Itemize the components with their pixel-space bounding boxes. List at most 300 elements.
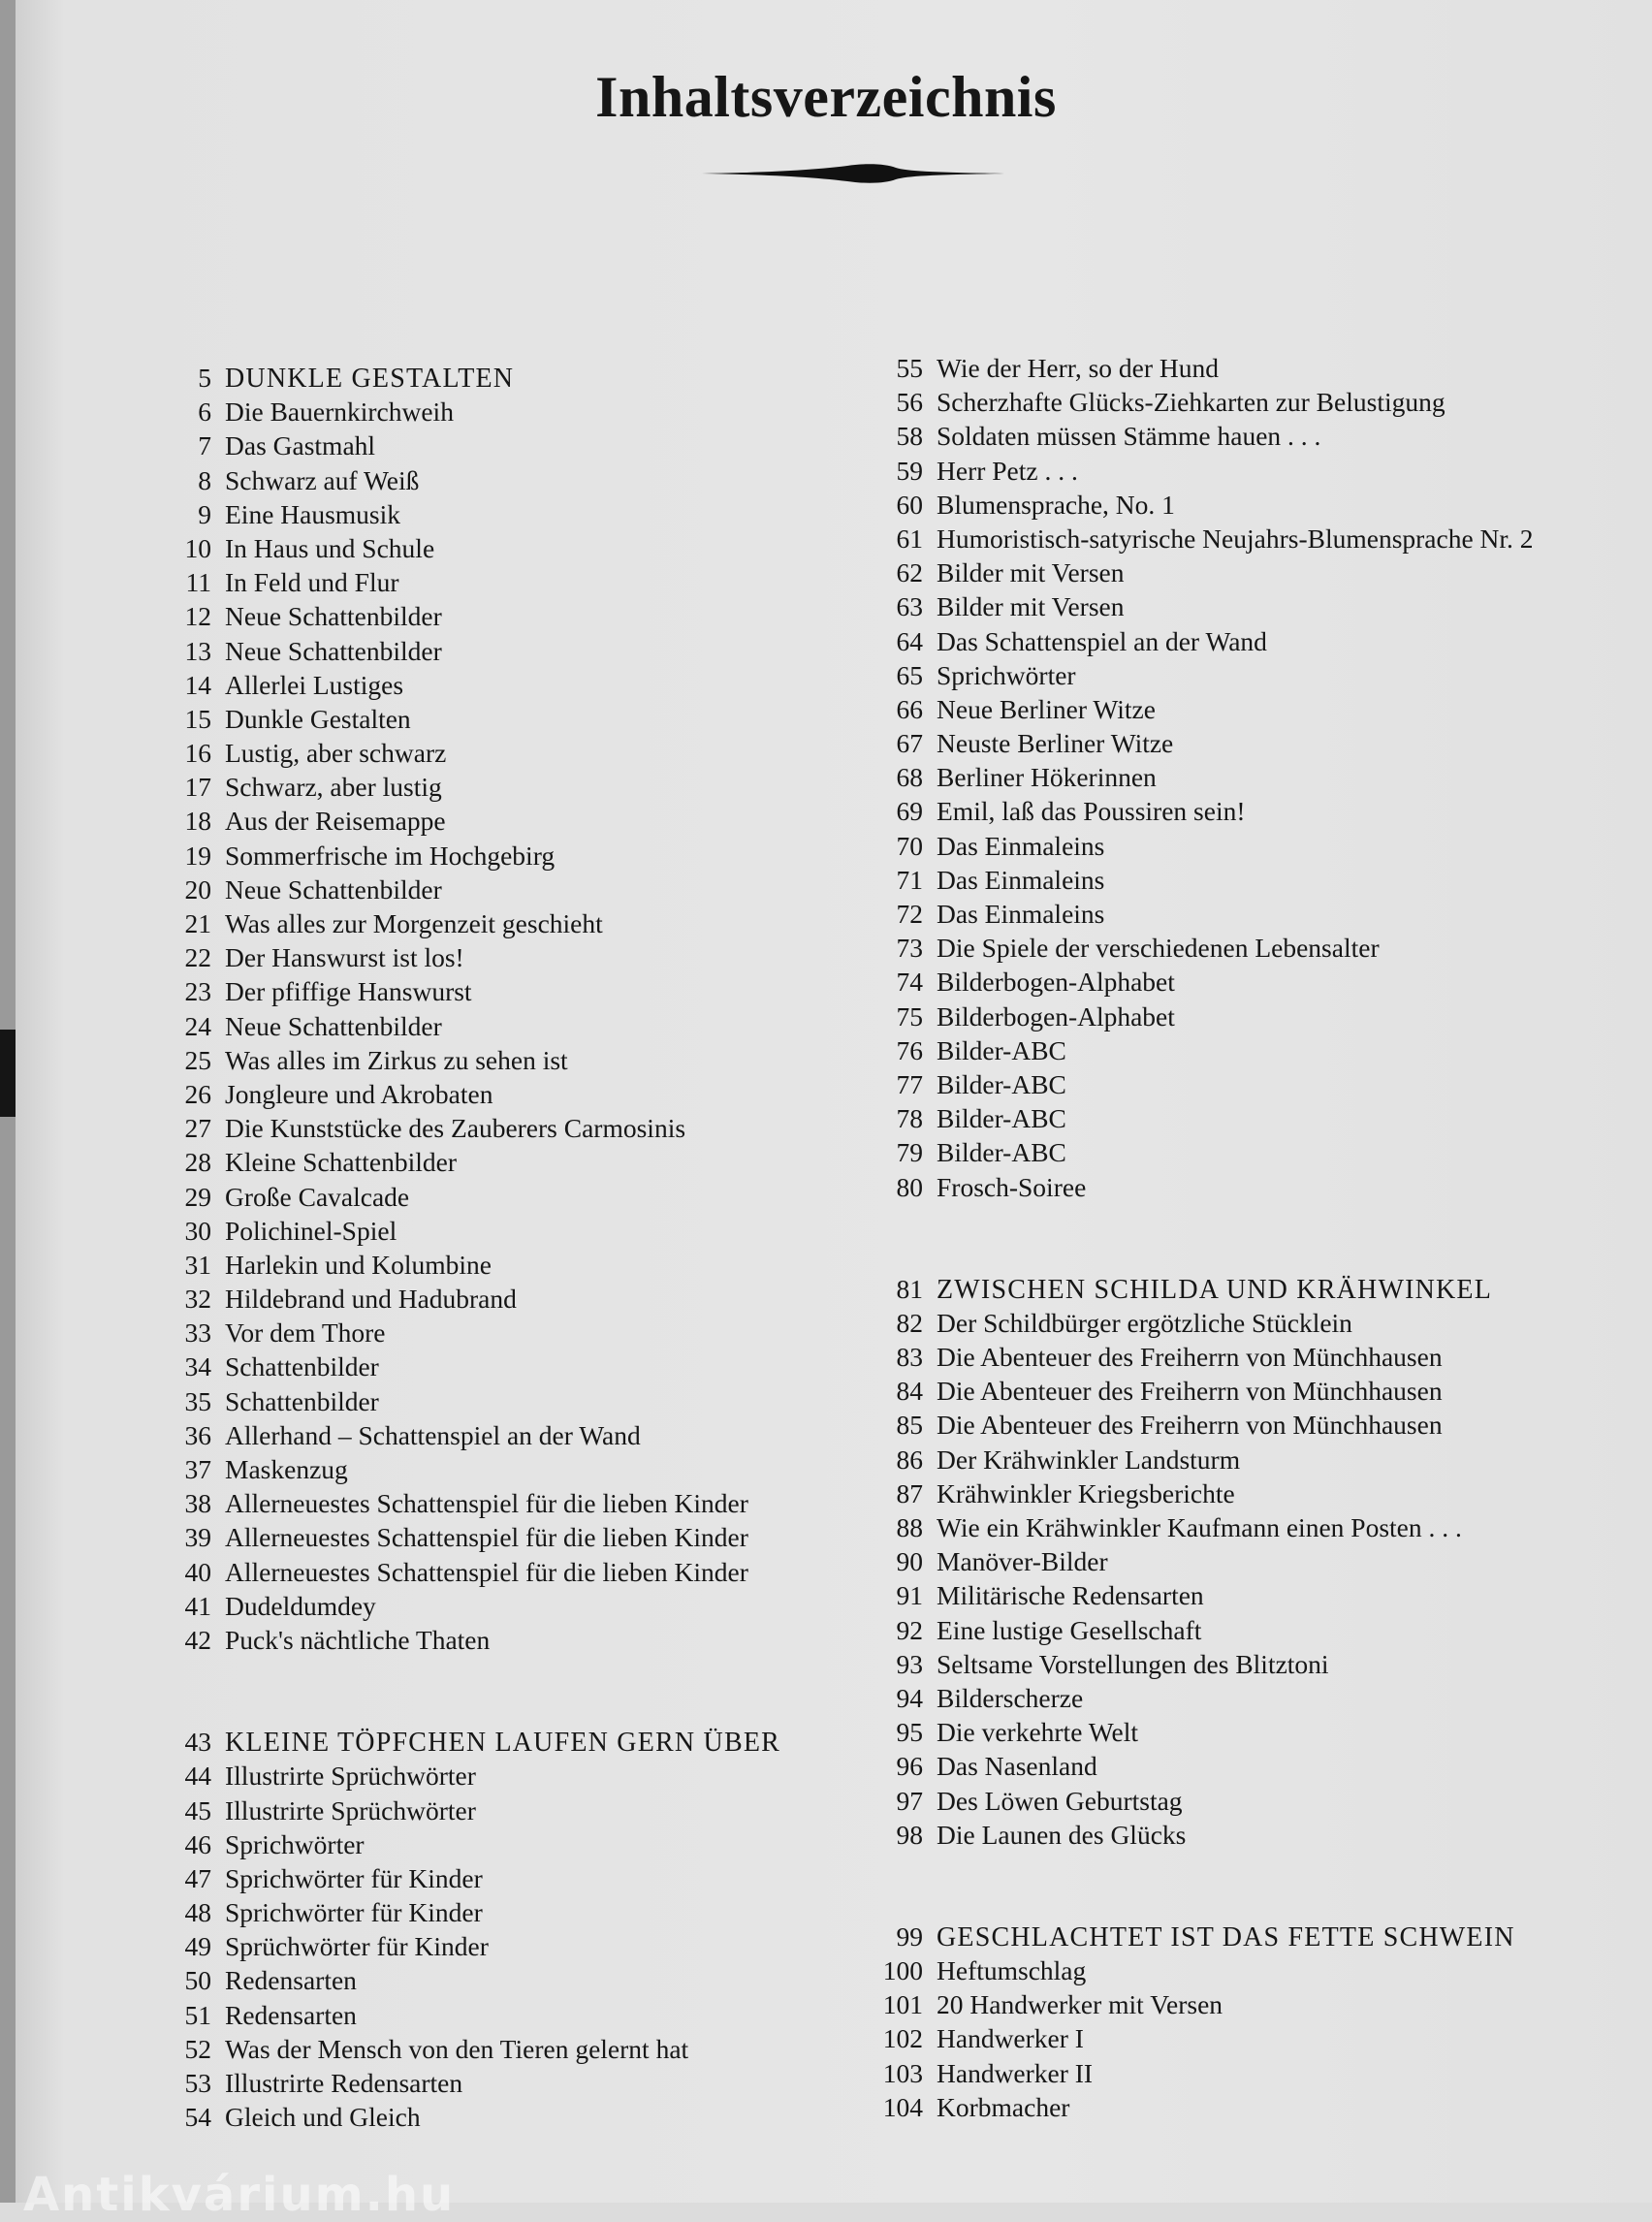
page-number: 66 [896,693,923,724]
page-number: 40 [184,1556,211,1587]
page-number: 91 [896,1580,923,1611]
toc-entry [853,1340,1534,1374]
toc-entry [853,1818,1534,1852]
page-number: 16 [184,738,211,769]
page-number: 55 [896,353,923,383]
toc-entry [853,454,1534,488]
page-number: 69 [896,796,923,827]
page-number: 34 [184,1351,211,1382]
toc-entry [853,726,1534,760]
page-number: 8 [198,464,211,495]
page-number: 76 [896,1034,923,1065]
page-number: 26 [184,1078,211,1109]
page-number: 60 [896,489,923,520]
toc-entry [126,770,780,804]
page-number: 64 [896,625,923,656]
entry-title: Redensarten [225,1999,357,2030]
entry-title: Handwerker I [937,2023,1084,2054]
page-number: 22 [184,942,211,973]
entry-title: Allerneuestes Schattenspiel für die lieben Kinder [225,1522,748,1553]
toc-entry [853,692,1534,726]
toc-entry [126,839,780,873]
entry-title: Illustrirte Sprüchwörter [225,1761,476,1792]
toc-entry [126,940,780,974]
toc-entry [853,1476,1534,1510]
entry-title: Handwerker II [937,2057,1094,2088]
toc-entry [853,419,1534,453]
entry-title: Der pfiffige Hanswurst [225,976,472,1007]
toc-entry [126,634,780,668]
entry-title: Was der Mensch von den Tieren gelernt hat [225,2033,689,2064]
toc-entry [126,1316,780,1349]
page-number: 103 [882,2057,923,2088]
entry-title: Bilder-ABC [937,1034,1066,1065]
toc-entry [853,1510,1534,1544]
toc-entry [853,1101,1534,1135]
page-number: 14 [184,669,211,700]
entry-title: Allerlei Lustiges [225,669,404,700]
toc-entry [126,1827,780,1861]
toc-entry [853,1953,1534,1987]
entry-title: Eine Hausmusik [225,498,401,529]
page-number: 85 [896,1410,923,1441]
entry-title: Manöver-Bilder [937,1546,1108,1577]
entry-title: Harlekin und Kolumbine [225,1249,492,1280]
page-number: 74 [896,967,923,998]
page-number: 52 [184,2033,211,2064]
page-number: 10 [184,532,211,563]
watermark: Antikvárium.hu [23,2168,456,2222]
toc-entry [853,897,1534,931]
entry-title: Das Nasenland [937,1751,1097,1782]
toc-entry [853,1443,1534,1476]
page-number: 79 [896,1137,923,1168]
entry-title: Sprüchwörter für Kinder [225,1931,489,1962]
section-heading [126,1725,780,1759]
toc-entry [853,931,1534,965]
page-number: 96 [896,1751,923,1782]
page-number: 33 [184,1317,211,1349]
toc-entry [126,2066,780,2100]
toc-entry [853,1306,1534,1340]
section-spacer [853,1852,1534,1920]
entry-title: Bilder-ABC [937,1137,1066,1168]
page-number: 93 [896,1648,923,1679]
toc-entry [126,1214,780,1248]
entry-title: Wie der Herr, so der Hund [937,353,1220,383]
entry-title: Neuste Berliner Witze [937,728,1174,759]
toc-entry [126,1282,780,1316]
page-number: 58 [896,421,923,452]
entry-title: 20 Handwerker mit Versen [937,1989,1223,2020]
page-number: 72 [896,899,923,929]
page-number: 5 [198,363,211,393]
entry-title: Krähwinkler Kriegsberichte [937,1477,1235,1508]
entry-title: Allerneuestes Schattenspiel für die lieben Kinder [225,1556,748,1587]
entry-title: Militärische Redensarten [937,1580,1204,1611]
toc-entry [853,2056,1534,2090]
page-number: 56 [896,387,923,418]
page-number: 102 [882,2023,923,2054]
toc-entry [126,565,780,599]
page-number: 65 [896,659,923,690]
entry-title: Schwarz, aber lustig [225,772,442,803]
page-number: 11 [185,567,211,598]
entry-title: Das Einmaleins [937,830,1105,861]
section-heading [853,1920,1534,1953]
entry-title: Polichinel-Spiel [225,1215,397,1246]
toc-entry [853,1613,1534,1647]
page-number: 51 [184,1999,211,2030]
entry-title: Schattenbilder [225,1385,379,1416]
toc-entry [126,1009,780,1043]
toc-entry [126,463,780,497]
entry-title: Eine lustige Gesellschaft [937,1614,1202,1645]
entry-title: Schattenbilder [225,1351,379,1382]
entry-title: Neue Schattenbilder [225,635,442,666]
toc-entry [853,1135,1534,1169]
section-title: KLEINE TÖPFCHEN LAUFEN GERN ÜBER [225,1728,780,1759]
page-number: 81 [896,1273,923,1304]
page-number: 19 [184,840,211,871]
page-number: 70 [896,830,923,861]
entry-title: Neue Berliner Witze [937,693,1156,724]
entry-title: Bilder-ABC [937,1068,1066,1099]
page-number: 24 [184,1010,211,1041]
page-number: 43 [184,1727,211,1758]
toc-entry [853,1374,1534,1408]
toc-entry [853,1681,1534,1715]
page-number: 48 [184,1897,211,1928]
toc-entry [853,1033,1534,1067]
entry-title: Des Löwen Geburtstag [937,1785,1183,1816]
section-heading [853,1272,1534,1306]
entry-title: Aus der Reisemappe [225,806,446,837]
toc-entry [126,599,780,633]
entry-title: Dunkle Gestalten [225,703,411,734]
page-number: 30 [184,1215,211,1246]
section-spacer [853,1204,1534,1272]
toc-entry [126,1486,780,1520]
page-number: 37 [184,1454,211,1484]
page-number: 100 [882,1955,923,1986]
page-number: 7 [198,430,211,461]
page-number: 61 [896,523,923,554]
toc-entry [126,395,780,429]
page-number: 23 [184,976,211,1007]
toc-entry [126,1452,780,1486]
entry-title: Neue Schattenbilder [225,1010,442,1041]
section-title: ZWISCHEN SCHILDA UND KRÄHWINKEL [937,1274,1493,1305]
entry-title: Kleine Schattenbilder [225,1147,458,1178]
entry-title: Das Gastmahl [225,430,376,461]
entry-title: Gleich und Gleich [225,2102,421,2133]
entry-title: Heftumschlag [937,1955,1087,1986]
toc-entry [853,1647,1534,1681]
page-number: 53 [184,2068,211,2098]
entry-title: Allerneuestes Schattenspiel für die lieben Kinder [225,1488,748,1519]
page-number: 101 [882,1989,923,2020]
entry-title: Bilder mit Versen [937,591,1125,622]
page-number: 73 [896,933,923,964]
toc-entry [126,1589,780,1623]
toc-entry [853,589,1534,623]
page-number: 44 [184,1761,211,1792]
page-number: 28 [184,1147,211,1178]
entry-title: Große Cavalcade [225,1181,410,1212]
page-number: 77 [896,1068,923,1099]
page-number: 27 [184,1113,211,1144]
entry-title: Bilder-ABC [937,1103,1066,1134]
page-number: 71 [896,864,923,895]
toc-entry [853,1000,1534,1033]
page-number: 47 [184,1862,211,1893]
entry-title: Jongleure und Akrobaten [225,1078,493,1109]
section-spacer [126,1657,780,1725]
page-number: 82 [896,1307,923,1338]
page-number: 94 [896,1682,923,1713]
toc-entry [126,1555,780,1589]
entry-title: Die Launen des Glücks [937,1819,1187,1850]
entry-title: Redensarten [225,1965,357,1996]
page-number: 6 [198,397,211,428]
section-title: GESCHLACHTET IST DAS FETTE SCHWEIN [937,1921,1515,1952]
toc-entry [126,804,780,838]
section-heading [126,361,780,395]
entry-title: Bilderscherze [937,1682,1084,1713]
entry-title: Die Abenteuer des Freiherrn von Münchhausen [937,1342,1443,1373]
page-number: 32 [184,1284,211,1315]
toc-entry [853,1544,1534,1578]
page-number: 46 [184,1828,211,1859]
entry-title: Berliner Hökerinnen [937,762,1157,793]
page-number: 45 [184,1794,211,1825]
toc-entry [126,1520,780,1554]
entry-title: Die Bauernkirchweih [225,397,454,428]
page-number: 29 [184,1181,211,1212]
toc-entry [126,1248,780,1282]
toc-entry [853,1578,1534,1612]
toc-column-right [853,351,1534,2124]
page-number: 83 [896,1342,923,1373]
entry-title: Das Schattenspiel an der Wand [937,625,1267,656]
page-number: 80 [896,1171,923,1202]
entry-title: Das Einmaleins [937,864,1105,895]
page-number: 78 [896,1103,923,1134]
toc-entry [853,1749,1534,1783]
entry-title: In Feld und Flur [225,567,399,598]
toc-entry [126,2100,780,2134]
entry-title: Illustrirte Redensarten [225,2068,463,2098]
toc-entry [126,974,780,1008]
entry-title: Was alles im Zirkus zu sehen ist [225,1044,568,1075]
toc-entry [853,1987,1534,2021]
page-number: 9 [198,498,211,529]
toc-entry [853,624,1534,658]
entry-title: Seltsame Vorstellungen des Blitztoni [937,1648,1329,1679]
entry-title: Vor dem Thore [225,1317,386,1349]
page-number: 39 [184,1522,211,1553]
entry-title: Sommerfrische im Hochgebirg [225,840,556,871]
toc-entry [126,429,780,462]
entry-title: In Haus und Schule [225,532,435,563]
page-number: 18 [184,806,211,837]
page-number: 36 [184,1419,211,1450]
toc-entry [126,497,780,531]
page-number: 20 [184,873,211,905]
page-number: 13 [184,635,211,666]
toc-entry [126,1043,780,1077]
entry-title: Der Hanswurst ist los! [225,942,464,973]
entry-title: Das Einmaleins [937,899,1105,929]
page-number: 21 [184,908,211,938]
toc-entry [126,1895,780,1929]
toc-entry [853,760,1534,794]
entry-title: Lustig, aber schwarz [225,738,447,769]
page-number: 17 [184,772,211,803]
page-title: Inhaltsverzeichnis [595,65,1057,130]
entry-title: Die Spiele der verschiedenen Lebensalter [937,933,1380,964]
entry-title: Herr Petz . . . [937,455,1078,486]
toc-entry [126,1349,780,1383]
page-number: 35 [184,1385,211,1416]
page-number: 97 [896,1785,923,1816]
entry-title: Maskenzug [225,1454,348,1484]
entry-title: Der Krähwinkler Landsturm [937,1444,1241,1475]
page-number: 31 [184,1249,211,1280]
page-number: 86 [896,1444,923,1475]
entry-title: Illustrirte Sprüchwörter [225,1794,476,1825]
entry-title: Wie ein Krähwinkler Kaufmann einen Posten . . . [937,1512,1462,1542]
section-title: DUNKLE GESTALTEN [225,364,515,394]
toc-entry [126,1145,780,1179]
toc-entry [126,531,780,565]
page-number: 95 [896,1717,923,1748]
page-number: 88 [896,1512,923,1542]
entry-title: Humoristisch-satyrische Neujahrs-Blumensprache Nr. 2 [937,523,1534,554]
page-number: 62 [896,557,923,588]
toc-entry [853,794,1534,828]
entry-title: Neue Schattenbilder [225,873,442,905]
entry-title: Scherzhafte Glücks-Ziehkarten zur Belustigung [937,387,1446,418]
toc-entry [126,1111,780,1145]
toc-entry [853,385,1534,419]
entry-title: Die Kunststücke des Zauberers Carmosinis [225,1113,686,1144]
page-number: 25 [184,1044,211,1075]
entry-title: Sprichwörter [225,1828,365,1859]
entry-title: Was alles zur Morgenzeit geschieht [225,908,603,938]
toc-entry [853,488,1534,522]
toc-entry [853,863,1534,897]
toc-entry [126,1861,780,1895]
toc-entry [853,2021,1534,2055]
page-number: 104 [882,2091,923,2122]
page-number: 50 [184,1965,211,1996]
page-number: 54 [184,2102,211,2133]
toc-entry [853,965,1534,999]
toc-entry [126,702,780,736]
page-number: 67 [896,728,923,759]
page-number: 90 [896,1546,923,1577]
toc-entry [126,1180,780,1214]
entry-title: Die Abenteuer des Freiherrn von Münchhausen [937,1376,1443,1407]
toc-entry [126,2032,780,2066]
page-number: 15 [184,703,211,734]
page-number: 38 [184,1488,211,1519]
toc-entry [853,2090,1534,2124]
entry-title: Emil, laß das Poussiren sein! [937,796,1246,827]
entry-title: Die Abenteuer des Freiherrn von Münchhausen [937,1410,1443,1441]
toc-entry [853,1408,1534,1442]
entry-title: Bilderbogen-Alphabet [937,1000,1175,1032]
page-number: 99 [896,1920,923,1952]
entry-title: Sprichwörter für Kinder [225,1862,483,1893]
entry-title: Frosch-Soiree [937,1171,1087,1202]
entry-title: Puck's nächtliche Thaten [225,1624,491,1655]
entry-title: Sprichwörter für Kinder [225,1897,483,1928]
toc-entry [126,1963,780,1997]
entry-title: Allerhand – Schattenspiel an der Wand [225,1419,641,1450]
entry-title: Soldaten müssen Stämme hauen . . . [937,421,1321,452]
toc-entry [126,668,780,702]
toc-entry [853,829,1534,863]
toc-entry [126,1759,780,1793]
toc-entry [126,736,780,770]
toc-entry [853,1067,1534,1101]
toc-entry [126,1998,780,2032]
page-number: 84 [896,1376,923,1407]
page-number: 41 [184,1590,211,1621]
page-number: 92 [896,1614,923,1645]
toc-entry [126,1623,780,1657]
entry-title: Schwarz auf Weiß [225,464,420,495]
page-number: 49 [184,1931,211,1962]
entry-title: Blumensprache, No. 1 [937,489,1175,520]
entry-title: Bilderbogen-Alphabet [937,967,1175,998]
entry-title: Sprichwörter [937,659,1076,690]
page-number: 68 [896,762,923,793]
toc-entry [126,906,780,940]
page-number: 87 [896,1477,923,1508]
page-number: 98 [896,1819,923,1850]
toc-entry [853,351,1534,385]
toc-column-left [126,361,780,2134]
toc-entry [126,1793,780,1827]
toc-entry [853,522,1534,556]
ornament-divider-icon [702,159,1004,188]
entry-title: Dudeldumdey [225,1590,376,1621]
toc-entry [853,658,1534,692]
entry-title: Neue Schattenbilder [225,601,442,632]
toc-entry [126,873,780,906]
entry-title: Bilder mit Versen [937,557,1125,588]
toc-entry [126,1929,780,1963]
toc-entry [853,1784,1534,1818]
entry-title: Die verkehrte Welt [937,1717,1139,1748]
entry-title: Der Schildbürger ergötzliche Stücklein [937,1307,1352,1338]
toc-entry [853,556,1534,589]
page-number: 63 [896,591,923,622]
page-number: 75 [896,1000,923,1032]
toc-entry [126,1077,780,1111]
page-number: 42 [184,1624,211,1655]
entry-title: Korbmacher [937,2091,1070,2122]
toc-entry [853,1170,1534,1204]
toc-entry [126,1418,780,1452]
entry-title: Hildebrand und Hadubrand [225,1284,517,1315]
page-number: 12 [184,601,211,632]
toc-entry [853,1715,1534,1749]
